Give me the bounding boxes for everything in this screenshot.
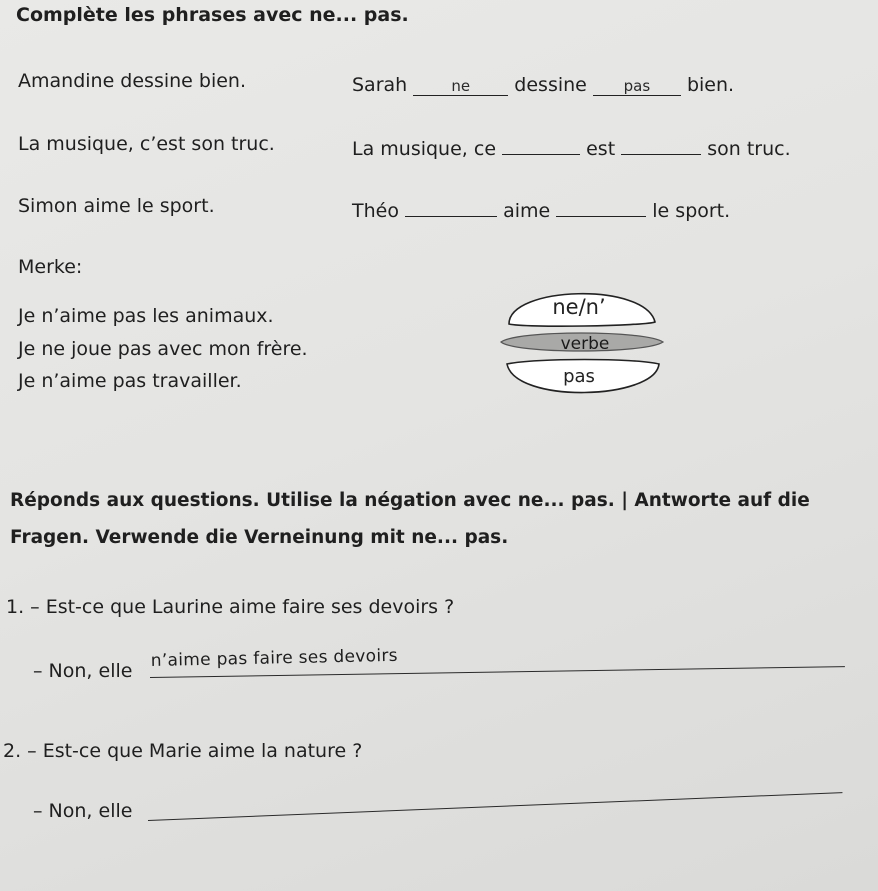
row1-negated-sentence: Sarah ne dessine pas bien.: [352, 74, 735, 96]
row1-blank-1[interactable]: ne: [413, 77, 508, 96]
exercise1-instruction: Complète les phrases avec ne... pas.: [16, 4, 409, 26]
row1-original-sentence: Amandine dessine bien.: [18, 70, 247, 92]
burger-top-label: ne/n’: [552, 295, 606, 319]
merke-example-2: Je ne joue pas avec mon frère.: [18, 338, 308, 360]
answer-2-line[interactable]: [148, 792, 842, 821]
row3-blank-2[interactable]: [556, 198, 646, 217]
answer-1-handwritten: n’aime pas faire ses devoirs: [150, 645, 399, 671]
row3-blank-1[interactable]: [405, 198, 497, 217]
merke-example-1: Je n’aime pas les animaux.: [18, 305, 274, 327]
question-1: 1. – Est-ce que Laurine aime faire ses devoirs ?: [6, 596, 455, 618]
merke-heading: Merke:: [18, 256, 83, 278]
answer-2-prefix: – Non, elle: [33, 800, 133, 822]
exercise2-instruction-line2: Fragen. Verwende die Verneinung mit ne... pas.: [10, 527, 509, 548]
burger-bottom-label: pas: [563, 366, 595, 387]
exercise2-instruction-line1: Réponds aux questions. Utilise la négation avec ne... pas. | Antworte auf die: [10, 490, 810, 511]
row2-negated-sentence: La musique, ce est son truc.: [352, 138, 791, 160]
row3-original-sentence: Simon aime le sport.: [18, 195, 215, 217]
merke-example-3: Je n’aime pas travailler.: [18, 370, 242, 392]
row3-negated-sentence: Théo aime le sport.: [352, 200, 731, 222]
question-2: 2. – Est-ce que Marie aime la nature ?: [3, 740, 363, 762]
row2-original-sentence: La musique, c’est son truc.: [18, 133, 275, 155]
row1-blank-2[interactable]: pas: [593, 77, 681, 96]
burger-middle-label: verbe: [560, 334, 610, 354]
row2-blank-2[interactable]: [621, 136, 701, 155]
sandwich-diagram: [495, 268, 670, 403]
answer-1-prefix: – Non, elle: [33, 660, 133, 682]
row2-blank-1[interactable]: [502, 136, 580, 155]
